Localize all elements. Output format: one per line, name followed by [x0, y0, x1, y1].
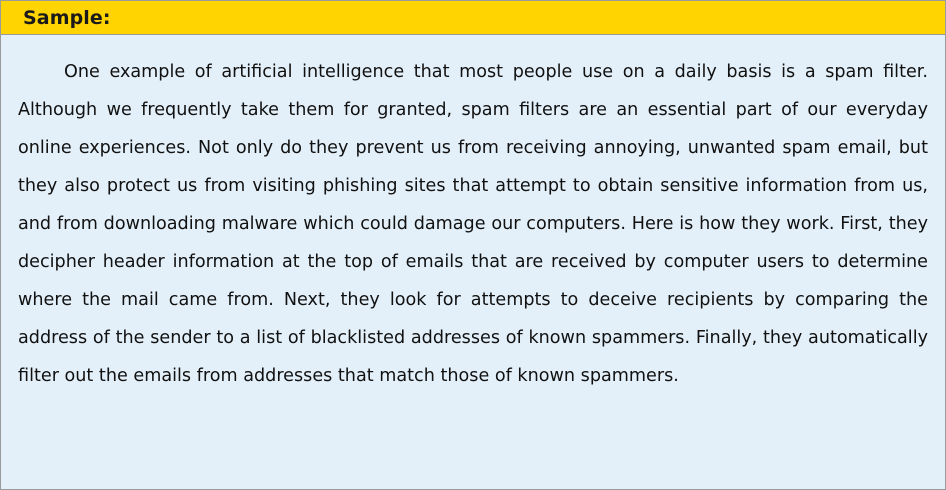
sample-header-bar: [1, 1, 945, 35]
sample-body: [1, 35, 945, 405]
sample-paragraph: One example of artificial intelligence that most people use on a daily basis is a spam filter. Although we frequently take them for granted, spam filters are an essential part of our everyday online experiences. Not only do they prevent us from receiving annoying, unwanted spam email, but they also protect us from visiting phishing sites that attempt to obtain sensitive information from us, and from downloading malware which could damage our computers. Here is how they work. First, they decipher header information at the top of emails that are received by computer users to determine where the mail came from. Next, they look for attempts to deceive recipients by comparing the address of the sender to a list of blacklisted addresses of known spammers. Finally, they automatically filter out the emails from addresses that match those of known spammers.: [18, 62, 928, 386]
sample-header-label: Sample:: [23, 6, 111, 29]
